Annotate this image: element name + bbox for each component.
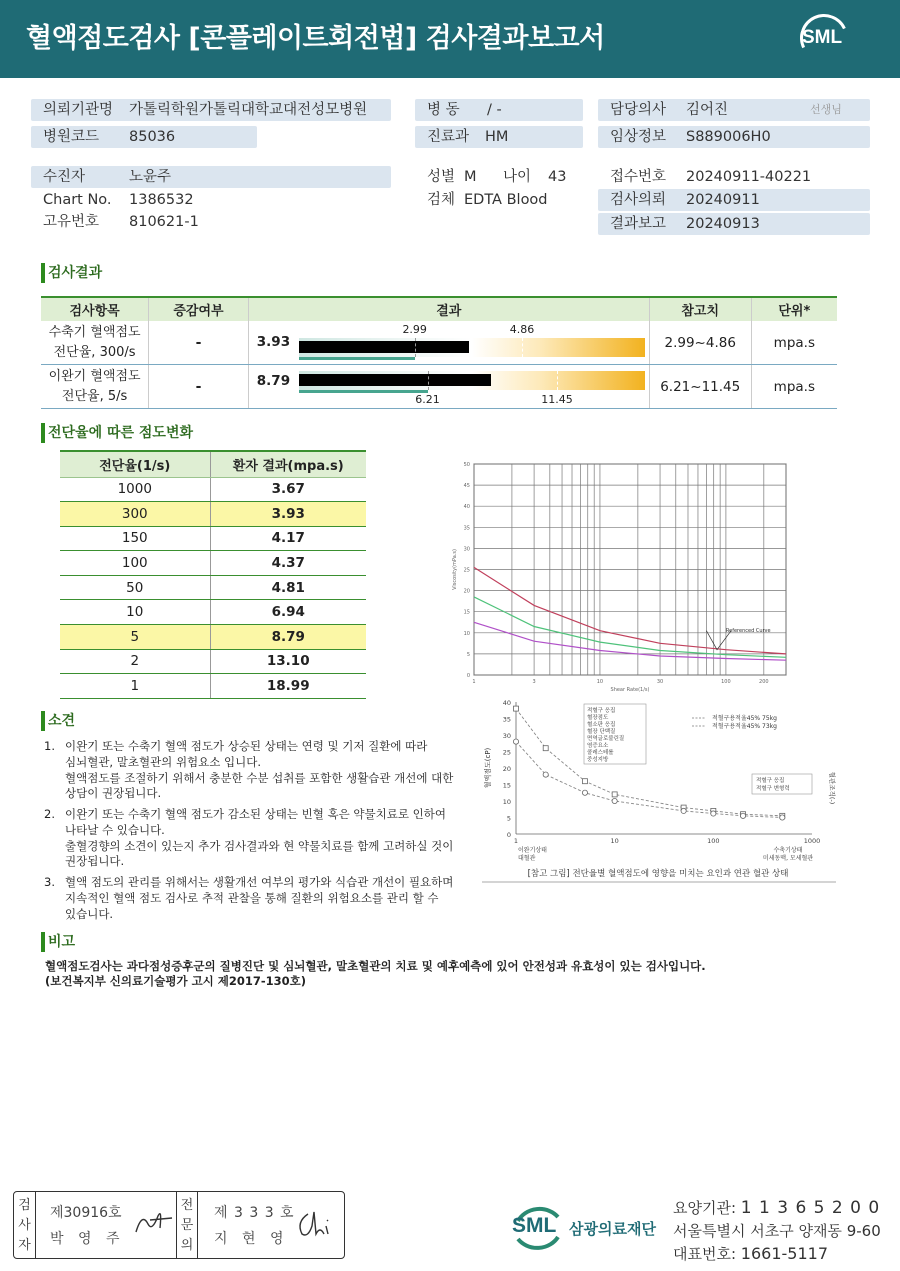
- sex-age-row: 성별 M 나이 43: [427, 169, 567, 185]
- shear-row: [60, 575, 366, 600]
- receipt-row: 접수번호 20240911-40221: [610, 169, 812, 185]
- shear-rate: 300: [60, 502, 210, 527]
- address: 서울특별시 서초구 양재동 9-60: [673, 1222, 881, 1240]
- report-title: 혈액점도검사 [콘플레이트회전법] 검사결과보고서: [26, 23, 605, 54]
- col-header: 증감여부: [149, 297, 249, 321]
- doctor-label: 전 문 의: [176, 1192, 198, 1258]
- reference-marker: [522, 338, 523, 357]
- y-tick-label: 5: [466, 651, 470, 658]
- col-header: 참고치: [649, 297, 751, 321]
- legend-item: 적혈구 변형력: [756, 786, 790, 792]
- y-tick-label: 15: [502, 781, 511, 790]
- remark-number: 1.: [44, 739, 55, 753]
- legend-item: 혈장 단백질: [587, 729, 616, 735]
- remark-line: 출혈경향의 소견이 있는지 추가 검사결과와 현 약물치료를 함께 고려하실 것이: [65, 838, 454, 853]
- dept-row: 진료과 HM: [415, 126, 583, 148]
- data-point: [681, 808, 686, 813]
- shear-rate: 100: [60, 551, 210, 576]
- col-header: 결과: [248, 297, 649, 321]
- hospital-code-row: 병원코드 85036: [31, 126, 257, 148]
- y-axis-right-label: 혈관조직(-): [828, 771, 836, 805]
- data-point: [612, 798, 617, 803]
- reference-range: 2.99~4.86: [649, 321, 751, 365]
- specimen-row: 검체 EDTA Blood: [427, 192, 548, 208]
- test-name-sub: 전단율, 300/s: [53, 344, 136, 360]
- data-point: [514, 706, 519, 711]
- y-tick-label: 5: [506, 814, 511, 823]
- result-bar: [249, 365, 649, 408]
- inspector-signature: [132, 1202, 176, 1242]
- institution-row: 의뢰기관명 가톨릭학원가톨릭대학교대전성모병원: [31, 99, 391, 121]
- y-tick-label: 20: [502, 765, 511, 773]
- shear-rate: 10: [60, 600, 210, 625]
- shear-row: [60, 551, 366, 576]
- reference-marker: [415, 338, 416, 357]
- unit: mpa.s: [751, 365, 837, 409]
- right-note: 수축기상태: [773, 847, 803, 854]
- shear-row: [60, 625, 366, 650]
- phone: 대표번호: 1661-5117: [673, 1244, 829, 1263]
- y-axis-label: Viscosity(mPa.s): [452, 549, 458, 590]
- reference-tick-label: 2.99: [402, 323, 427, 336]
- unit: mpa.s: [751, 321, 837, 365]
- shear-value: 3.67: [210, 477, 366, 502]
- y-tick-label: 40: [463, 504, 470, 511]
- patient-row: 수진자 노윤주: [31, 166, 391, 188]
- low-range-line: [299, 390, 428, 393]
- legend-item: 적혈구 응집: [587, 708, 616, 714]
- test-name: 이완기 혈액점도: [48, 368, 141, 384]
- shear-rate: 1: [60, 674, 210, 699]
- left-note: 대혈관: [518, 855, 536, 862]
- shear-value: 13.10: [210, 649, 366, 674]
- remark-line: 권장됩니다.: [65, 854, 125, 869]
- request-row: 검사의뢰 20240911: [598, 189, 870, 211]
- report-header: [0, 0, 900, 78]
- reference-tick-label: 11.45: [541, 393, 573, 406]
- legend-item: 혈장점도: [587, 715, 609, 721]
- x-tick-label: 1000: [803, 837, 821, 845]
- remark-line: 상담이 권장됩니다.: [65, 786, 162, 801]
- inspector-name: 박 영 주: [50, 1231, 125, 1247]
- test-name: 수축기 혈액점도: [48, 324, 141, 340]
- y-axis-label: 혈액점도(cP): [484, 747, 492, 789]
- series-line: [516, 742, 785, 818]
- y-tick-label: 0: [466, 673, 470, 679]
- y-tick-label: 25: [463, 567, 470, 574]
- factor-reference-chart: [480, 696, 840, 886]
- legend-item: 적혈구 응집: [756, 778, 785, 784]
- ward-row: 병 동 / -: [415, 99, 583, 121]
- sml-logo: SML: [800, 14, 852, 62]
- data-point: [740, 813, 745, 818]
- report-row: 결과보고 20240913: [598, 213, 870, 235]
- x-tick-label: 3: [532, 679, 536, 685]
- col-header: 단위*: [751, 297, 837, 321]
- shear-table: [60, 450, 366, 699]
- shear-row: [60, 649, 366, 674]
- clinical-row: 임상정보 S889006H0: [598, 126, 870, 148]
- shear-row: [60, 502, 366, 527]
- remark-item: [44, 739, 464, 802]
- col-header: 환자 결과(mpa.s): [210, 451, 366, 477]
- left-note: 이완기상태: [518, 847, 547, 854]
- y-tick-label: 0: [506, 831, 511, 839]
- shear-section-title: 전단율에 따른 점도변화: [41, 423, 193, 443]
- legend-item: 염증요소: [587, 743, 609, 749]
- legend-item: 혈소판 응집: [587, 722, 616, 728]
- y-tick-label: 45: [463, 483, 470, 490]
- x-tick-label: 100: [707, 837, 720, 845]
- remark-line: 있습니다.: [65, 906, 114, 921]
- shear-rate: 2: [60, 649, 210, 674]
- legend-item: 적혈구용적율45% 75kg: [712, 715, 777, 722]
- brand-name: 삼광의료재단: [569, 1220, 656, 1238]
- shear-row: [60, 600, 366, 625]
- institution-code: 요양기관: 1 1 3 6 5 2 0 0: [673, 1198, 881, 1218]
- inspector-no: 제30916호: [50, 1205, 122, 1221]
- result-value: 3.93: [256, 334, 291, 350]
- remark-line: 나타날 수 있습니다.: [65, 822, 165, 837]
- col-header: 전단율(1/s): [60, 451, 210, 477]
- change-indicator: -: [149, 365, 249, 409]
- shear-rate: 5: [60, 625, 210, 650]
- viscosity-reference-chart: [448, 458, 793, 694]
- results-section-title: 검사결과: [41, 263, 102, 283]
- shear-value: 18.99: [210, 674, 366, 699]
- y-tick-label: 35: [463, 525, 470, 532]
- low-range-line: [299, 357, 415, 360]
- result-value: 8.79: [256, 373, 291, 389]
- sml-footer-logo: SML: [510, 1201, 566, 1255]
- doctor-signature: [294, 1204, 338, 1244]
- x-axis-label: Shear Rate(1/s): [610, 687, 650, 693]
- shear-value: 4.37: [210, 551, 366, 576]
- figure-caption: [참고 그림] 전단율별 혈액점도에 영향을 미치는 요인과 연관 혈관 상태: [527, 869, 789, 879]
- result-row: [41, 321, 837, 365]
- shear-rate: 50: [60, 575, 210, 600]
- remark-line: 혈액점도를 조절하기 위해서 충분한 수분 섭취를 포함한 생활습관 개선에 대한: [65, 770, 454, 785]
- y-tick-label: 10: [502, 798, 511, 806]
- annotation-label: Referenced Curve: [725, 627, 771, 634]
- shear-value: 3.93: [210, 502, 366, 527]
- shear-value: 4.17: [210, 526, 366, 551]
- remark-line: 이완기 또는 수축기 혈액 점도가 상승된 상태는 연령 및 기저 질환에 따라: [65, 739, 428, 753]
- reference-tick-label: 6.21: [415, 393, 440, 406]
- shear-row: [60, 674, 366, 699]
- remark-item: [44, 875, 464, 922]
- shear-value: 6.94: [210, 600, 366, 625]
- change-indicator: -: [149, 321, 249, 365]
- x-tick-label: 10: [596, 679, 604, 685]
- reference-tick-label: 4.86: [509, 323, 535, 336]
- remark-line: 심뇌혈관, 말초혈관의 위험요소 입니다.: [65, 754, 262, 769]
- x-tick-label: 100: [721, 679, 731, 685]
- reference-marker: [557, 371, 558, 390]
- data-point: [780, 815, 785, 820]
- result-row: [41, 365, 837, 409]
- shear-row: [60, 526, 366, 551]
- note-section-title: 비고: [41, 932, 75, 952]
- y-tick-label: 15: [463, 609, 470, 616]
- shear-rate: 1000: [60, 477, 210, 502]
- legend-item: 적혈구용적율45% 73kg: [712, 723, 777, 730]
- shear-value: 8.79: [210, 625, 366, 650]
- legend-item: 면역글로불린질: [587, 736, 625, 742]
- note-line: (보건복지부 신의료기술평가 고시 제2017-130호): [45, 974, 307, 988]
- note-line: 혈액점도검사는 과다점성증후군의 질병진단 및 심뇌혈관, 말초혈관의 치료 및 예후예측에 있어 안전성과 유효성이 있는 검사입니다.: [45, 959, 706, 973]
- data-point: [582, 790, 587, 795]
- value-fill: [299, 374, 492, 386]
- x-tick-label: 1: [513, 837, 519, 845]
- remark-item: [44, 807, 464, 870]
- value-fill: [299, 341, 469, 353]
- remark-number: 2.: [44, 807, 55, 821]
- y-tick-label: 20: [463, 588, 470, 595]
- remark-line: 혈액 점도의 관리를 위해서는 생활개선 여부의 평가와 식습관 개선이 필요하며: [65, 875, 454, 889]
- remarks-section-title: 소견: [41, 711, 75, 731]
- remark-number: 3.: [44, 875, 55, 889]
- reference-range: 6.21~11.45: [649, 365, 751, 409]
- results-table: [41, 296, 837, 409]
- shear-value: 4.81: [210, 575, 366, 600]
- x-tick-label: 10: [610, 837, 619, 845]
- y-tick-label: 30: [502, 732, 511, 740]
- y-tick-label: 50: [463, 462, 470, 468]
- doctor-no: 제 3 3 3 호: [214, 1205, 295, 1221]
- col-header: 검사항목: [41, 297, 149, 321]
- remark-line: 지속적인 혈액 점도 검사로 추적 관찰을 통해 질환의 위험요소를 관리 할 수: [65, 890, 439, 905]
- legend-item: 콜레스테롤: [587, 750, 614, 756]
- data-point: [582, 779, 587, 784]
- unique-row: 고유번호 810621-1: [43, 214, 199, 230]
- y-tick-label: 35: [502, 715, 511, 724]
- test-name-sub: 전단율, 5/s: [61, 388, 128, 404]
- doctor-name: 지 현 영: [214, 1231, 289, 1247]
- shear-rate: 150: [60, 526, 210, 551]
- y-tick-label: 40: [502, 699, 511, 707]
- data-point: [543, 746, 548, 751]
- data-point: [711, 811, 716, 816]
- x-tick-label: 1: [472, 679, 476, 685]
- chart-row: Chart No. 1386532: [43, 192, 194, 208]
- data-point: [513, 739, 518, 744]
- data-point: [612, 792, 617, 797]
- shear-row: [60, 477, 366, 502]
- y-tick-label: 30: [463, 546, 470, 553]
- reference-marker: [428, 371, 429, 390]
- result-bar: [249, 321, 649, 364]
- inspector-label: 검 사 자: [14, 1192, 36, 1258]
- doctor-row: 담당의사 김어진 선생님: [598, 99, 870, 121]
- y-tick-label: 25: [502, 748, 511, 757]
- remark-line: 이완기 또는 수축기 혈액 점도가 감소된 상태는 빈혈 혹은 약물치료로 인하여: [65, 807, 446, 821]
- x-tick-label: 30: [656, 679, 664, 685]
- data-point: [543, 772, 548, 777]
- legend-item: 중성지방: [587, 757, 609, 763]
- y-tick-label: 10: [463, 630, 470, 637]
- x-tick-label: 200: [759, 679, 769, 685]
- signature-box: [13, 1191, 345, 1259]
- right-note: 미세동맥, 모세혈관: [762, 855, 814, 862]
